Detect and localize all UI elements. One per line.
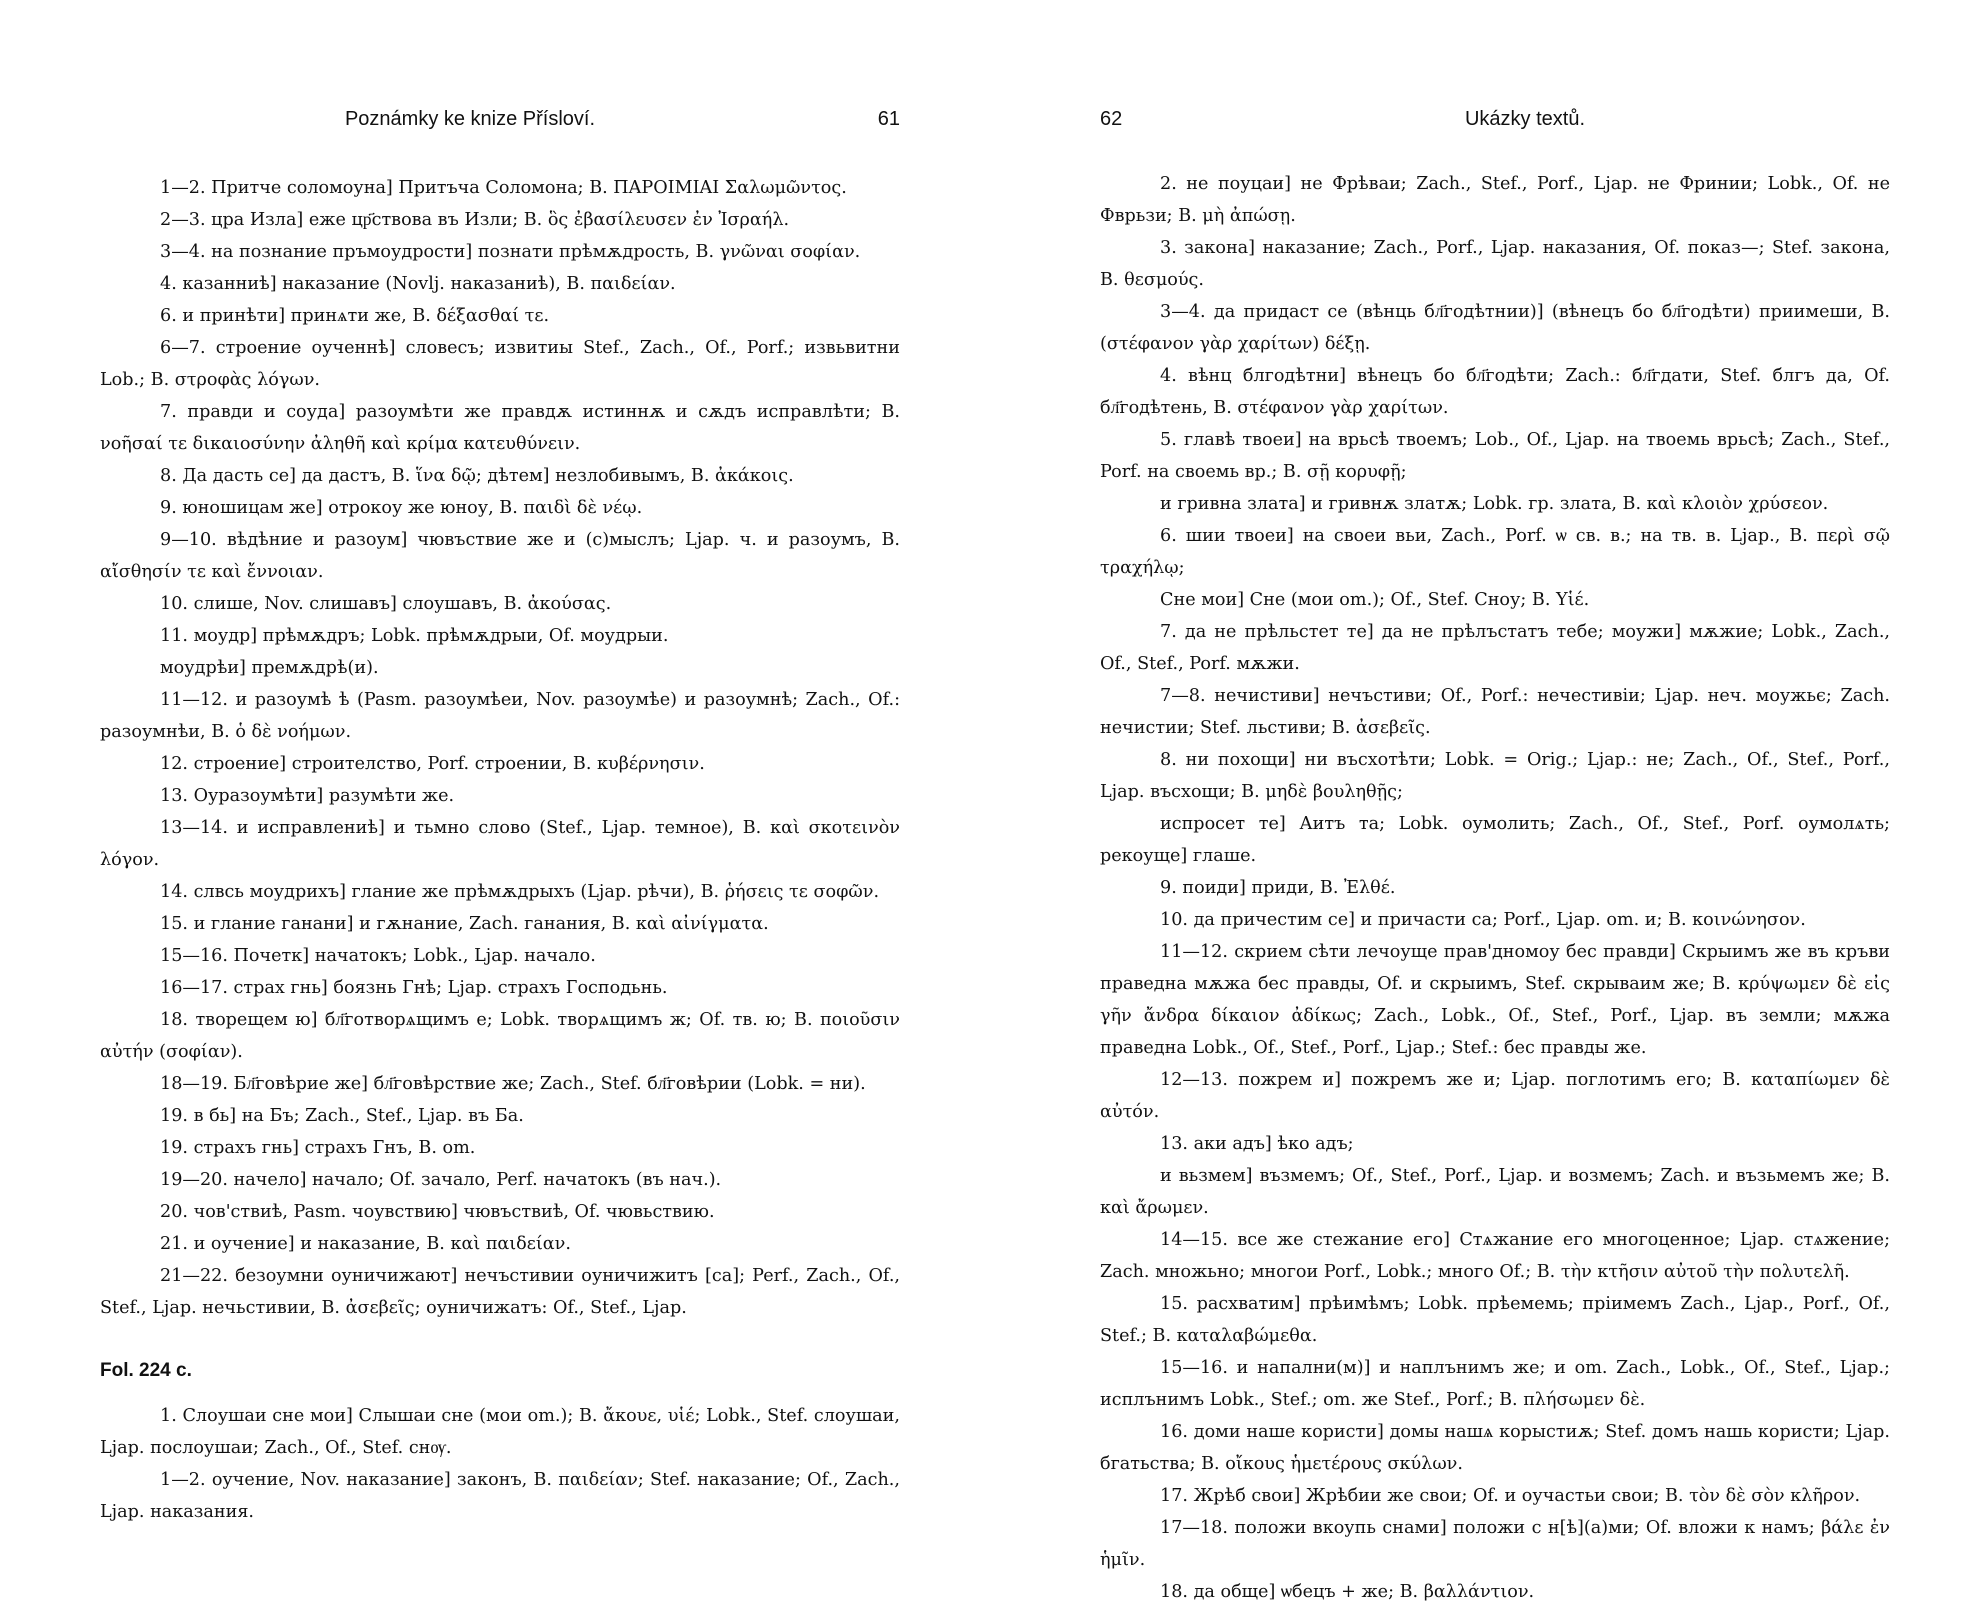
note-line: Сне мои] Сне (мои om.); Of., Stef. Сноу; B. Υἱέ. xyxy=(1160,590,1590,610)
note-line: 15—16. и напални(м)] и наплънимъ же; и om. Zach., Lobk., Of., Stef., Ljap.; исплънимъ Lobk., Stef.; om. же Stef., Porf.; B. πλήσωμεν δὲ. xyxy=(1100,1358,1890,1410)
note-line: испросет те] Аитъ та; Lobk. оумолить; Zach., Of., Stef., Porf. оумолѧть; рекоуще] глаше. xyxy=(1100,814,1890,866)
note-line: 11—12. и разоумѣ ѣ (Pasm. разоумѣеи, Nov. разоумѣе) и разоумнѣ; Zach., Of.: разоумнѣи, B. ὁ δὲ νοήμων. xyxy=(100,690,900,742)
note-line: 18. творещем ю] бл҃готворѧщимъ е; Lobk. творѧщимъ ж; Of. тв. ю; B. ποιοῦσιν αὐτήν (σοφίαν). xyxy=(100,1010,900,1062)
note-line: 12. строение] строителство, Porf. строении, B. κυβέρνησιν. xyxy=(160,754,705,774)
note-line: 16. доми наше користи] домы нашѧ корыстиѫ; Stef. домъ нашь користи; Ljap. бгатьства; B. οἴκους ἡμετέρους σκύλων. xyxy=(1100,1422,1890,1474)
running-head-right xyxy=(1100,108,1890,142)
note-line: 19. в бь] на Бъ; Zach., Stef., Ljap. въ Ба. xyxy=(160,1106,524,1126)
note-line: 10. да причестим се] и причасти са; Porf., Ljap. om. и; B. κοινώνησον. xyxy=(1160,910,1806,930)
notes-list xyxy=(100,172,900,1324)
note-line: 15. и глание ганани] и гѫнание, Zach. ганания, B. καὶ αἰνίγματα. xyxy=(160,914,769,934)
notes-body-right xyxy=(1100,168,1890,1608)
note-line: 13—14. и исправлениѣ] и тьмно слово (Stef., Ljap. темное), B. καὶ σκοτεινὸν λόγον. xyxy=(100,818,900,870)
note-line: 7. правди и соуда] разоумѣти же правдѫ истиннѫ и сѫдъ исправлѣти; B. νοῆσαί τε δικαιοσύνην ἀληθῆ καὶ κρίμα κατευθύνειν. xyxy=(100,402,900,454)
note-line: 17—18. положи вкоупь снами] положи с н[ѣ](а)ми; Of. вложи к намъ; βάλε ἐν ἡμῖν. xyxy=(1100,1518,1890,1570)
notes-list xyxy=(100,1400,900,1528)
note-line: 2—3. цра Изла] еже цр҃ствова въ Изли; B. ὃς ἐβασίλευσεν ἐν Ἰσραήλ. xyxy=(160,210,790,230)
note-line: 1. Слоушаи сне мои] Слышаи сне (мои om.); B. ἄκουε, υἱέ; Lobk., Stef. слоушаи, Ljap. послоушаи; Zach., Of., Stef. снѹ. xyxy=(100,1406,900,1458)
note-line: 8. Да дасть се] да дастъ, B. ἵνα δῷ; дѣтем] незлобивымъ, B. ἀκάκοις. xyxy=(160,466,794,486)
note-line: 20. чов'ствиѣ, Pasm. чоувствию] чювъствиѣ, Of. чювьствию. xyxy=(160,1202,715,1222)
note-line: 10. слише, Nov. слишавъ] слоушавъ, B. ἀκούσας. xyxy=(160,594,612,614)
note-line: 12—13. пожрем и] пожремъ же и; Ljap. поглотимъ его; B. καταπίωμεν δὲ αὐτόν. xyxy=(1100,1070,1890,1122)
page-title: Ukázky textů. xyxy=(1464,108,1586,130)
note-line: 2. не поуцаи] не Фрѣваи; Zach., Stef., Porf., Ljap. не Фринии; Lobk., Of. не Фврьзи; B. μὴ ἀπώσῃ. xyxy=(1100,174,1890,226)
note-line: 9—10. вѣдѣние и разоум] чювъствие же и (с)мыслъ; Ljap. ч. и разоумъ, B. αἴσθησίν τε καὶ ἔννοιαν. xyxy=(100,530,900,582)
note-line: 1—2. оучение, Nov. наказание] законъ, B. παιδείαν; Stef. наказание; Of., Zach., Ljap. наказания. xyxy=(100,1470,900,1522)
running-head-left xyxy=(100,108,900,142)
note-line: 19. страхъ гнь] страхъ Гнъ, B. om. xyxy=(160,1138,476,1158)
page-number: 62 xyxy=(1100,108,1123,130)
note-line: 14—15. все же стежание его] Стѧжание его многоценное; Ljap. стѧжение; Zach. множьно; многои Porf., Lobk.; много Of.; B. τὴν κτῆσιν αὐτοῦ τὴν πολυτελῆ. xyxy=(1100,1230,1890,1282)
notes-body-left xyxy=(100,172,900,1528)
note-line: 5. главѣ твоеи] на врьсѣ твоемъ; Lob., Of., Ljap. на твоемь врьсѣ; Zach., Stef., Porf. на своемь вр.; B. σῇ κορυφῇ; xyxy=(1100,430,1890,482)
note-line: 6. шии твоеи] на своеи вьи, Zach., Porf. ѡ св. в.; на тв. в. Ljap., B. περὶ σῷ τραχήλῳ; xyxy=(1100,526,1890,578)
note-line: 7—8. нечистиви] нечъстиви; Of., Porf.: нечестивіи; Ljap. неч. моужьє; Zach. нечистии; Stef. льстиви; B. ἀσεβεῖς. xyxy=(1100,686,1890,738)
left-page xyxy=(100,0,900,1522)
note-line: 11—12. скрием сѣти лечоуще прав'дномоу бес правди] Скрыимъ же въ кръви праведна мѫжа бес правды, Of. и скрыимъ, Stef. скрываим же; B. κρύψωμεν δὲ εἰς γῆν ἄνδρα δίκαιον ἀδίκως; Zach., Lobk., Of., Stef., Porf., Ljap. въ земли; мѫжа праведна Lobk., Of., Stef., Porf., Ljap.; Stef.: бес правды же. xyxy=(1100,942,1890,1058)
note-line: 4. казанниѣ] наказание (Novlj. наказаниѣ), B. παιδείαν. xyxy=(160,274,676,294)
note-line: 16—17. страх гнь] боязнь Гнѣ; Ljap. страхъ Господьнь. xyxy=(160,978,668,998)
note-line: и вьзмем] възмемъ; Of., Stef., Porf., Ljap. и возмемъ; Zach. и възьмемъ же; B. καὶ ἄρωμεν. xyxy=(1100,1166,1890,1218)
section-heading: Fol. 224 c. xyxy=(100,1360,192,1381)
notes-list xyxy=(1100,168,1890,1608)
note-line: 3—4. на познание пръмоудрости] познати прѣмѫдрость, B. γνῶναι σοφίαν. xyxy=(160,242,861,262)
note-line: 3. закона] наказание; Zach., Porf., Ljap. наказания, Of. показ—; Stef. закона, B. θεσμούς. xyxy=(1100,238,1890,290)
note-line: 21—22. безоумни оуничижают] нечъстивии оуничижитъ [са]; Perf., Zach., Of., Stef., Ljap. нечьстивии, B. ἀσεβεῖς; оуничижатъ: Of., Stef., Ljap. xyxy=(100,1266,900,1318)
note-line: 6—7. строение оученнѣ] словесъ; извитиы Stef., Zach., Of., Porf.; извьвитни Lob.; B. στροφὰς λόγων. xyxy=(100,338,900,390)
note-line: 13. Оуразоумѣти] разумѣти же. xyxy=(160,786,455,806)
note-line: 21. и оучение] и наказание, B. καὶ παιδείαν. xyxy=(160,1234,571,1254)
note-line: 15. расхватим] прѣимѣмъ; Lobk. прѣемемь; прiимемъ Zach., Ljap., Porf., Of., Stef.; B. καταλαβώμεθα. xyxy=(1100,1294,1890,1346)
note-line: 18—19. Бл҃говѣрие же] бл҃говѣрствие же; Zach., Stef. бл҃говѣрии (Lobk. = ни). xyxy=(160,1074,866,1094)
note-line: 3—4. да придаст се (вѣнць бл҃годѣтнии)] (вѣнецъ бо бл҃годѣти) приимеши, B. (στέφανον γὰρ χαρίτων) δέξῃ. xyxy=(1100,302,1890,354)
right-page xyxy=(1100,0,1890,1602)
page-title: Poznámky ke knize Přísloví. xyxy=(344,108,596,130)
note-line: моудрѣи] премѫдрѣ(и). xyxy=(160,658,379,678)
note-line: 6. и принѣти] принѧти же, B. δέξασθαί τε. xyxy=(160,306,550,326)
note-line: 9. поиди] приди, B. Ἐλθέ. xyxy=(1160,878,1396,898)
note-line: 13. аки адъ] ѣко адъ; xyxy=(1160,1134,1354,1154)
note-line: 7. да не прѣльстет те] да не прѣлъстатъ тебе; моужи] мѫжие; Lobk., Zach., Of., Stef., Porf. мѫжи. xyxy=(1100,622,1890,674)
page-number: 61 xyxy=(877,108,900,130)
note-line: 18. да обще] ѡбецъ + же; B. βαλλάντιον. xyxy=(1160,1582,1535,1602)
note-line: 15—16. Почетк] начатокъ; Lobk., Ljap. начало. xyxy=(160,946,596,966)
note-line: 11. моудр] прѣмѫдръ; Lobk. прѣмѫдрыи, Of. моудрыи. xyxy=(160,626,669,646)
note-line: 9. юношицам же] отрокоу же юноу, B. παιδὶ δὲ νέῳ. xyxy=(160,498,643,518)
note-line: 4. вѣнц блгодѣтни] вѣнецъ бо бл҃годѣти; Zach.: бл҃гдати, Stef. блгъ да, Of. бл҃годѣтень, B. στέφανον γὰρ χαρίτων. xyxy=(1100,366,1890,418)
note-line: и гривна злата] и гривнѫ златѫ; Lobk. гр. злата, B. καὶ κλοιὸν χρύσεον. xyxy=(1160,494,1829,514)
note-line: 17. Жрѣб свои] Жрѣбии же свои; Of. и оучастьи свои; B. τὸν δὲ σὸν κλῆρον. xyxy=(1160,1486,1861,1506)
note-line: 19—20. начело] начало; Of. зачало, Perf. начатокъ (въ нач.). xyxy=(160,1170,722,1190)
note-line: 1—2. Притче соломоуна] Притъча Соломона; B. ΠΑΡΟΙΜΙΑΙ Σαλωμῶντος. xyxy=(160,178,847,198)
note-line: 8. ни похощи] ни въсхотѣти; Lobk. = Orig.; Ljap.: не; Zach., Of., Stef., Porf., Ljap. въсхощи; B. μηδὲ βουληθῇς; xyxy=(1100,750,1890,802)
note-line: 14. слвсь моудрихъ] глание же прѣмѫдрыхъ (Ljap. рѣчи), B. ῥήσεις τε σοφῶν. xyxy=(160,882,880,902)
